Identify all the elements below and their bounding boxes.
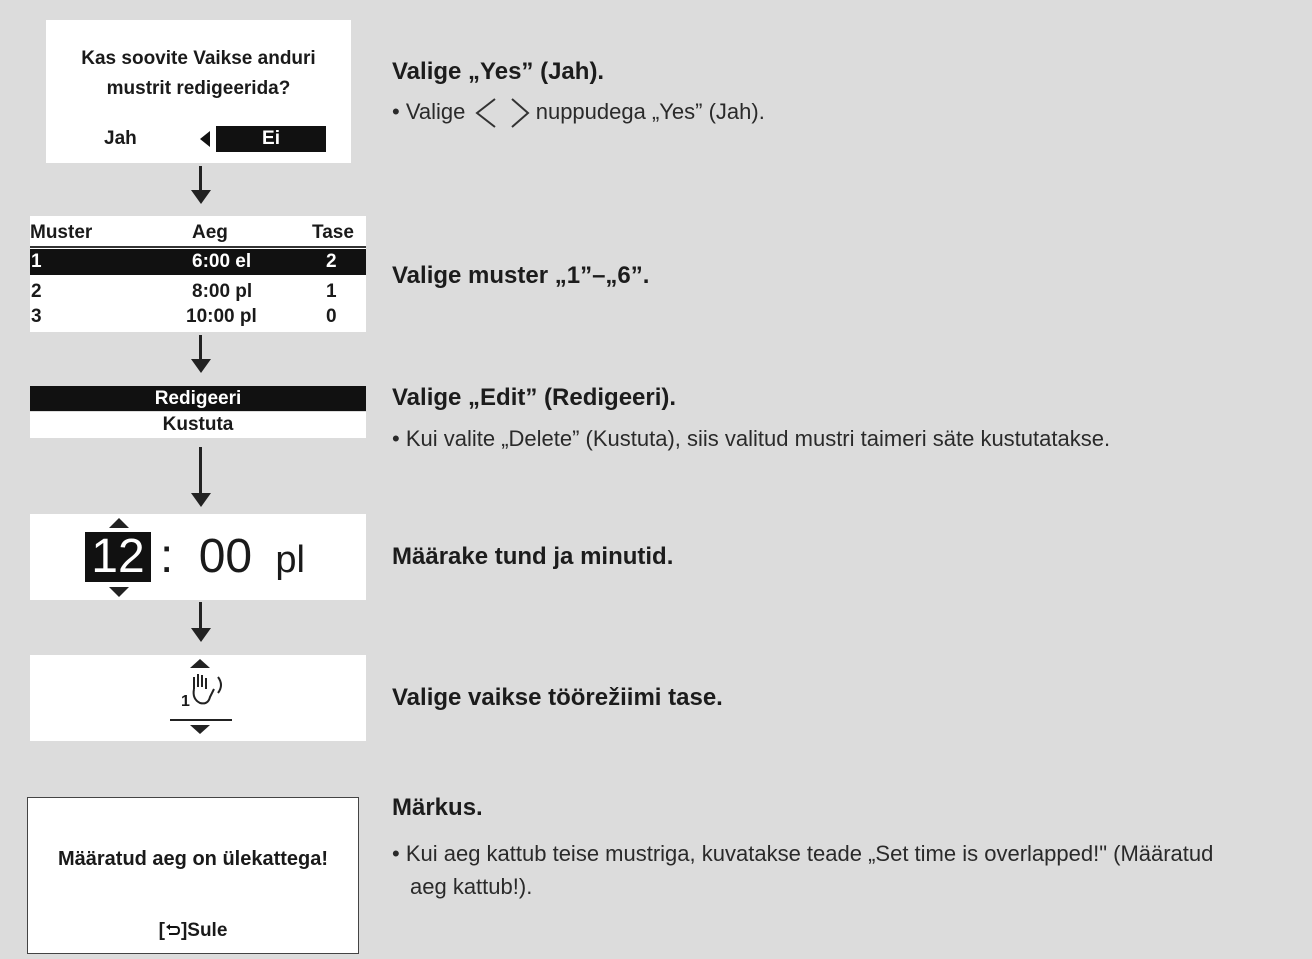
close-label: Sule <box>187 920 228 941</box>
column-header-level: Tase <box>312 222 354 243</box>
left-arrow-icon <box>200 131 210 147</box>
level-value: 1 <box>181 693 190 710</box>
row-time: 6:00 el <box>192 251 252 272</box>
pattern-table <box>30 216 366 332</box>
question-line-2: mustrit redigeerida? <box>106 78 291 99</box>
down-arrow-icon <box>191 447 211 509</box>
menu-item-delete[interactable]: Kustuta <box>30 412 366 438</box>
question-line-1: Kas soovite Vaikse anduri <box>81 48 316 69</box>
step4-heading: Määrake tund ja minutid. <box>392 543 674 570</box>
table-row[interactable] <box>30 279 366 305</box>
step3-heading: Valige „Edit” (Redigeeri). <box>392 384 677 411</box>
step2-heading: Valige muster „1”–„6”. <box>392 262 650 289</box>
edit-menu <box>30 386 366 438</box>
hour-field[interactable]: 12 <box>85 532 151 582</box>
menu-item-edit[interactable]: Redigeeri <box>30 386 366 411</box>
ampm-label: pl <box>275 539 305 581</box>
instruction-suffix: nuppudega „Yes” (Jah). <box>535 99 765 124</box>
dialog-question <box>46 44 351 104</box>
column-header-time: Aeg <box>192 222 228 243</box>
down-arrow-icon <box>191 166 211 206</box>
step1-instruction <box>392 96 765 129</box>
row-level: 1 <box>326 281 337 302</box>
down-arrow-icon <box>191 602 211 644</box>
level-setting-panel <box>30 655 366 741</box>
row-level: 0 <box>326 306 337 327</box>
time-rest <box>160 532 305 585</box>
edit-confirm-dialog <box>46 20 351 163</box>
step3-instruction: • Kui valite „Delete” (Kustuta), siis valitud mustri taimeri säte kustutatakse. <box>392 426 1111 451</box>
option-yes[interactable]: Jah <box>104 128 137 149</box>
overlap-warning-dialog <box>27 797 359 954</box>
warning-message: Määratud aeg on ülekattega! <box>57 848 329 870</box>
left-chevron-icon <box>471 97 501 129</box>
instruction-prefix: • Valige <box>392 99 466 124</box>
time-separator: : <box>160 530 174 583</box>
step5-heading: Valige vaikse töörežiimi tase. <box>392 684 723 711</box>
row-time: 8:00 pl <box>192 281 253 302</box>
row-level: 2 <box>326 251 337 272</box>
column-header-pattern: Muster <box>30 222 93 243</box>
table-row[interactable] <box>30 249 366 275</box>
row-time: 10:00 pl <box>186 306 257 327</box>
note-instruction-line-1: • Kui aeg kattub teise mustriga, kuvatakse teade „Set time is overlapped!" (Määratud <box>392 841 1214 866</box>
right-chevron-icon <box>510 97 530 129</box>
minutes-field[interactable]: 00 <box>198 530 253 583</box>
note-instruction-line-2: aeg kattub!). <box>410 874 533 899</box>
increase-arrow-icon[interactable] <box>109 518 129 528</box>
down-arrow-icon <box>191 335 211 375</box>
note-heading: Märkus. <box>392 794 483 821</box>
step1-heading: Valige „Yes” (Jah). <box>392 58 605 85</box>
header-divider <box>30 246 366 248</box>
row-pattern: 3 <box>31 306 42 327</box>
table-row[interactable] <box>30 304 366 330</box>
option-no[interactable]: Ei <box>216 126 326 152</box>
level-baseline <box>170 719 232 721</box>
time-setting-panel <box>30 514 366 600</box>
back-icon: [ ] <box>158 920 188 941</box>
close-button[interactable] <box>28 920 358 942</box>
decrease-arrow-icon[interactable] <box>190 725 210 734</box>
row-pattern: 2 <box>31 281 42 302</box>
row-pattern: 1 <box>31 251 42 272</box>
decrease-arrow-icon[interactable] <box>109 587 129 597</box>
increase-arrow-icon[interactable] <box>190 659 210 668</box>
